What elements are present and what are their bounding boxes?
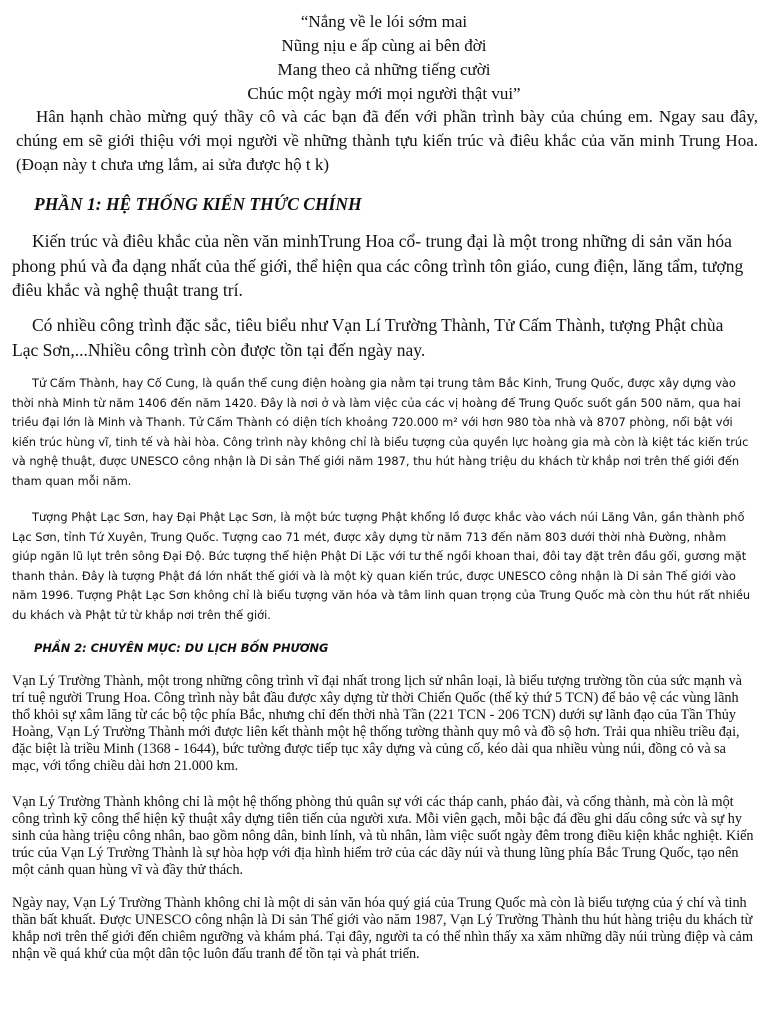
poem-line: Chúc một ngày mới mọi người thật vui” <box>247 84 521 103</box>
great-wall-paragraph-2: Vạn Lý Trường Thành không chỉ là một hệ thống phòng thủ quân sự với các tháp canh, pháo đài, và cổng thành, mà còn là một công trình kỹ công thể hiện kỹ thuật xây dựng tiên tiến của người xưa. Mỗi viên gạch, mỗi bậc đá đều ghi dấu công sức và sự hy sinh của hàng triệu công nhân, bao gồm nông dân, binh lính, và tù nhân, làm việc suốt ngày đêm trong điều kiện khắc nghiệt. Kiến trúc của Vạn Lý Trường Thành là sự hòa hợp với địa hình hiểm trở của các dãy núi và thung lũng phía Bắc Trung Quốc, tạo nên một cảnh quan hùng vĩ và đầy thử thách. <box>12 794 754 878</box>
poem-line: “Nắng về le lói sớm mai <box>300 12 468 31</box>
section-2-heading: PHẦN 2: CHUYÊN MỤC: DU LỊCH BỐN PHƯƠNG <box>34 641 329 655</box>
great-wall-paragraph-3: Ngày nay, Vạn Lý Trường Thành không chỉ là một di sản văn hóa quý giá của Trung Quốc mà còn là biểu tượng của ý chí và tinh thần bất khuất. Được UNESCO công nhận là Di sản Thế giới vào năm 1987, Vạn Lý Trường Thành thu hút hàng triệu du khách từ khắp nơi trên thế giới đến chiêm ngưỡng và khám phá. Tại đây, người ta có thể nhìn thấy xa xăm những dãy núi trùng điệp và cảm nhận về quá khứ của một dân tộc luôn đấu tranh để tồn tại và phát triển. <box>12 895 753 962</box>
section-1-paragraph-2: Có nhiều công trình đặc sắc, tiêu biểu như Vạn Lí Trường Thành, Tử Cấm Thành, tượng Phật chùa Lạc Sơn,...Nhiều công trình còn được tồn tại đến ngày nay. <box>12 315 724 360</box>
poem-line: Mang theo cả những tiếng cười <box>277 60 491 79</box>
intro-text: Hân hạnh chào mừng quý thầy cô và các bạn đã đến với phần trình bày của chúng em. Ngay sau đây, chúng em sẽ giới thiệu với mọi người về những thành tựu kiến trúc và điêu khắc của văn minh Trung Hoa. (Đoạn này t chưa ưng lắm, ai sửa được hộ t k) <box>16 107 758 174</box>
section-1-heading: PHẦN 1: HỆ THỐNG KIẾN THỨC CHÍNH <box>34 194 362 214</box>
leshan-buddha-paragraph: Tượng Phật Lạc Sơn, hay Đại Phật Lạc Sơn, là một bức tượng Phật khổng lồ được khắc vào vách núi Lăng Vân, gần thành phố Lạc Sơn, tỉnh Tứ Xuyên, Trung Quốc. Tượng cao 71 mét, được xây dựng từ năm 713 đến năm 803 dưới thời nhà Đường, nhằm giúp ngăn lũ lụt trên sông Đại Độ. Bức tượng thể hiện Phật Di Lặc với tư thế ngồi khoan thai, đôi tay đặt trên đầu gối, gương mặt thanh thản. Đây là tượng Phật đá lớn nhất thế giới và là một kỳ quan kiến trúc, được UNESCO công nhận là Di sản Thế giới vào năm 1996. Tượng Phật Lạc Sơn không chỉ là biểu tượng văn hóa và tâm linh quan trọng của Trung Quốc mà còn thu hút rất nhiều du khách và Phật tử từ khắp nơi trên thế giới. <box>12 510 751 622</box>
poem-line: Nũng nịu e ấp cùng ai bên đời <box>281 36 487 55</box>
great-wall-paragraph-1: Vạn Lý Trường Thành, một trong những công trình vĩ đại nhất trong lịch sử nhân loại, là biểu tượng trường tồn của sức mạnh và trí tuệ người Trung Hoa. Công trình này bắt đầu được xây dựng từ thời Chiến Quốc (thế kỷ thứ 5 TCN) để bảo vệ các vùng lãnh thổ khỏi sự xâm lăng từ các bộ tộc phía Bắc, nhưng chỉ đến thời nhà Tần (221 TCN - 206 TCN) dưới sự lãnh đạo của Tần Thủy Hoàng, Vạn Lý Trường Thành mới được liên kết thành một hệ thống tường thành quy mô và đồ sộ hơn. Trải qua nhiều triều đại, đặc biệt là triều Minh (1368 - 1644), bức tường được tiếp tục xây dựng và củng cố, kéo dài qua nhiều vùng núi, đồng cỏ và sa mạc, với tổng chiều dài hơn 21.000 km. <box>12 673 742 774</box>
opening-poem <box>0 10 768 106</box>
intro-paragraph <box>16 105 758 177</box>
section-1-paragraph-1: Kiến trúc và điêu khắc của nền văn minhTrung Hoa cổ- trung đại là một trong những di sản văn hóa phong phú và đa dạng nhất của thế giới, thể hiện qua các công trình tôn giáo, cung điện, lăng tẩm, tượng điêu khắc và nghệ thuật trang trí. <box>12 231 744 300</box>
forbidden-city-paragraph: Tử Cấm Thành, hay Cố Cung, là quần thể cung điện hoàng gia nằm tại trung tâm Bắc Kinh, Trung Quốc, được xây dựng vào thời nhà Minh từ năm 1406 đến năm 1420. Đây là nơi ở và làm việc của các vị hoàng đế Trung Quốc suốt gần 500 năm, qua hai triều đại lớn là Minh và Thanh. Tử Cấm Thành có diện tích khoảng 720.000 m² với hơn 980 tòa nhà và 8707 phòng, nổi bật với kiến trúc hùng vĩ, tinh tế và hài hòa. Công trình này không chỉ là biểu tượng của quyền lực hoàng gia mà còn là kiệt tác kiến trúc và nghệ thuật, được UNESCO công nhận là Di sản Thế giới năm 1987, thu hút hàng triệu du khách từ khắp nơi trên thế giới đến tham quan mỗi năm. <box>12 376 749 488</box>
